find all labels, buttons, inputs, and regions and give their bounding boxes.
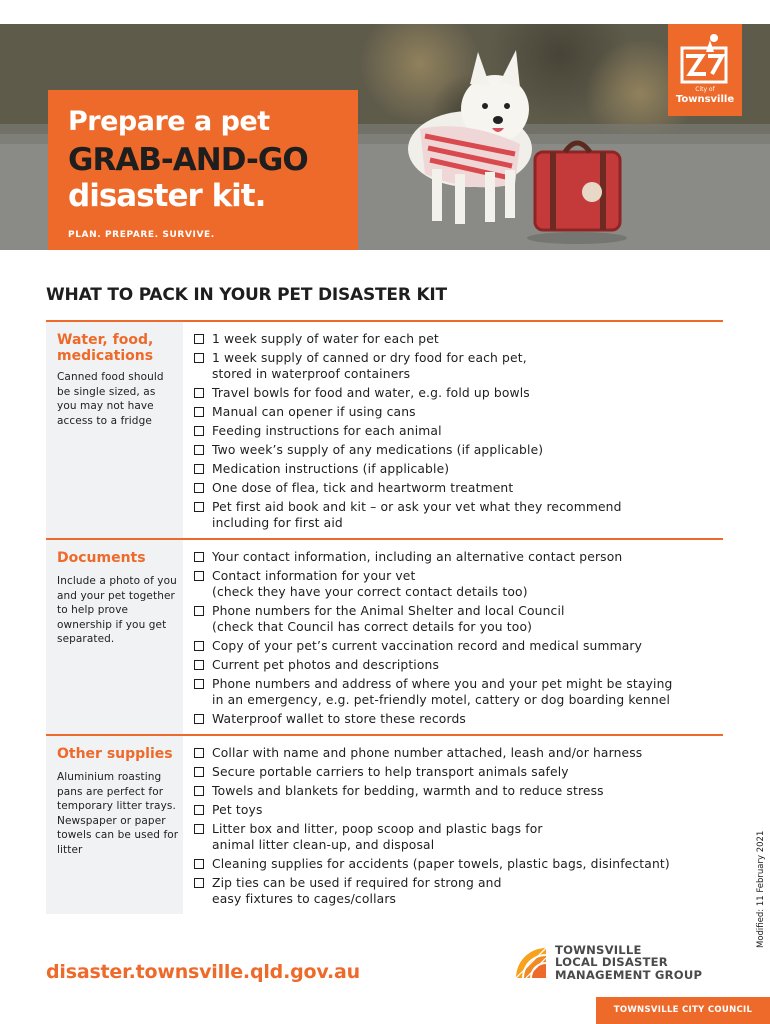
logo-city-of: City of	[695, 86, 715, 93]
checklist-item: Medication instructions (if applicable)	[194, 461, 729, 477]
modified-date: Modified: 11 February 2021	[756, 830, 766, 948]
ldmg-name	[555, 944, 702, 981]
checklist-item: 1 week supply of water for each pet	[194, 331, 729, 347]
checklist-item: Secure portable carriers to help transport animals safely	[194, 764, 729, 780]
checklist-item: Current pet photos and descriptions	[194, 657, 729, 673]
townsville-logo	[668, 24, 742, 116]
checklist-item: Contact information for your vet (check they have your correct contact details too)	[194, 568, 729, 600]
checklist-item: Collar with name and phone number attached, leash and/or harness	[194, 745, 729, 761]
section-other-supplies-panel	[46, 736, 183, 914]
townsville-logo-icon	[668, 24, 742, 86]
section-note: Aluminium roasting pans are perfect for temporary litter trays. Newspaper or paper towels can be used for litter	[57, 771, 179, 856]
checklist-item: Towels and blankets for bedding, warmth and to reduce stress	[194, 783, 729, 799]
checkbox[interactable]	[194, 502, 204, 512]
checklist-item: Pet toys	[194, 802, 729, 818]
checkbox[interactable]	[194, 606, 204, 616]
title-box	[48, 90, 358, 250]
checklist-item: 1 week supply of canned or dry food for each pet, stored in waterproof containers	[194, 350, 729, 382]
checkbox[interactable]	[194, 445, 204, 455]
title-line-3: disaster kit.	[68, 178, 266, 214]
section-documents-panel	[46, 540, 183, 734]
top-margin	[0, 0, 770, 24]
section-note: Include a photo of you and your pet together to help prove ownership if you get separated.	[57, 575, 177, 646]
checkbox[interactable]	[194, 767, 204, 777]
checkbox[interactable]	[194, 552, 204, 562]
checkbox[interactable]	[194, 748, 204, 758]
checkbox[interactable]	[194, 571, 204, 581]
section-heading: WHAT TO PACK IN YOUR PET DISASTER KIT	[46, 285, 447, 305]
section-title: Water, food, medications	[57, 332, 154, 364]
section-title: Documents	[57, 550, 146, 566]
checkbox[interactable]	[194, 679, 204, 689]
section-water-food-panel	[46, 322, 183, 538]
checkbox[interactable]	[194, 483, 204, 493]
logo-townsville: Townsville	[675, 94, 735, 105]
checklist-item: One dose of flea, tick and heartworm treatment	[194, 480, 729, 496]
section-note: Canned food should be single sized, as you may not have access to a fridge	[57, 371, 164, 427]
checklist-item: Waterproof wallet to store these records	[194, 711, 729, 727]
checkbox[interactable]	[194, 805, 204, 815]
checkbox[interactable]	[194, 464, 204, 474]
ldmg-line-2: LOCAL DISASTER	[555, 955, 668, 970]
ldmg-logo-icon	[512, 944, 550, 980]
section-title: Other supplies	[57, 746, 173, 762]
council-footer-bar	[596, 997, 770, 1024]
checkbox[interactable]	[194, 388, 204, 398]
checkbox[interactable]	[194, 660, 204, 670]
checklist-item: Copy of your pet’s current vaccination record and medical summary	[194, 638, 729, 654]
checkbox[interactable]	[194, 353, 204, 363]
title-line-2: GRAB-AND-GO	[68, 142, 308, 178]
checklist-item: Travel bowls for food and water, e.g. fold up bowls	[194, 385, 729, 401]
checklist-item: Phone numbers and address of where you and your pet might be staying in an emergency, e.g. pet-friendly motel, cattery or dog boarding kennel	[194, 676, 729, 708]
checklist-item: Cleaning supplies for accidents (paper towels, plastic bags, disinfectant)	[194, 856, 729, 872]
checklist-item: Feeding instructions for each animal	[194, 423, 729, 439]
checklist-item: Two week’s supply of any medications (if applicable)	[194, 442, 729, 458]
checkbox[interactable]	[194, 824, 204, 834]
checkbox[interactable]	[194, 714, 204, 724]
title-line-1: Prepare a pet	[68, 106, 270, 137]
checklist-other-supplies	[194, 745, 729, 907]
checklist-item: Zip ties can be used if required for strong and easy fixtures to cages/collars	[194, 875, 729, 907]
checklist-item: Phone numbers for the Animal Shelter and local Council (check that Council has correct details for you too)	[194, 603, 729, 635]
ldmg-line-1: TOWNSVILLE	[555, 943, 642, 957]
checkbox[interactable]	[194, 878, 204, 888]
hero-banner	[0, 24, 770, 250]
checklist-item: Your contact information, including an alternative contact person	[194, 549, 729, 565]
website-link[interactable]: disaster.townsville.qld.gov.au	[46, 961, 360, 983]
checkbox[interactable]	[194, 334, 204, 344]
tagline: PLAN. PREPARE. SURVIVE.	[68, 230, 215, 240]
checklist-water-food	[194, 331, 729, 531]
checkbox[interactable]	[194, 407, 204, 417]
checkbox[interactable]	[194, 641, 204, 651]
checklist-item: Litter box and litter, poop scoop and plastic bags for animal litter clean-up, and disposal	[194, 821, 729, 853]
ldmg-line-3: MANAGEMENT GROUP	[555, 967, 703, 982]
checkbox[interactable]	[194, 859, 204, 869]
council-name: TOWNSVILLE CITY COUNCIL	[613, 1005, 753, 1015]
checklist-item: Manual can opener if using cans	[194, 404, 729, 420]
checklist-documents	[194, 549, 729, 727]
checkbox[interactable]	[194, 426, 204, 436]
checklist-item: Pet first aid book and kit – or ask your vet what they recommend including for first aid	[194, 499, 729, 531]
checkbox[interactable]	[194, 786, 204, 796]
